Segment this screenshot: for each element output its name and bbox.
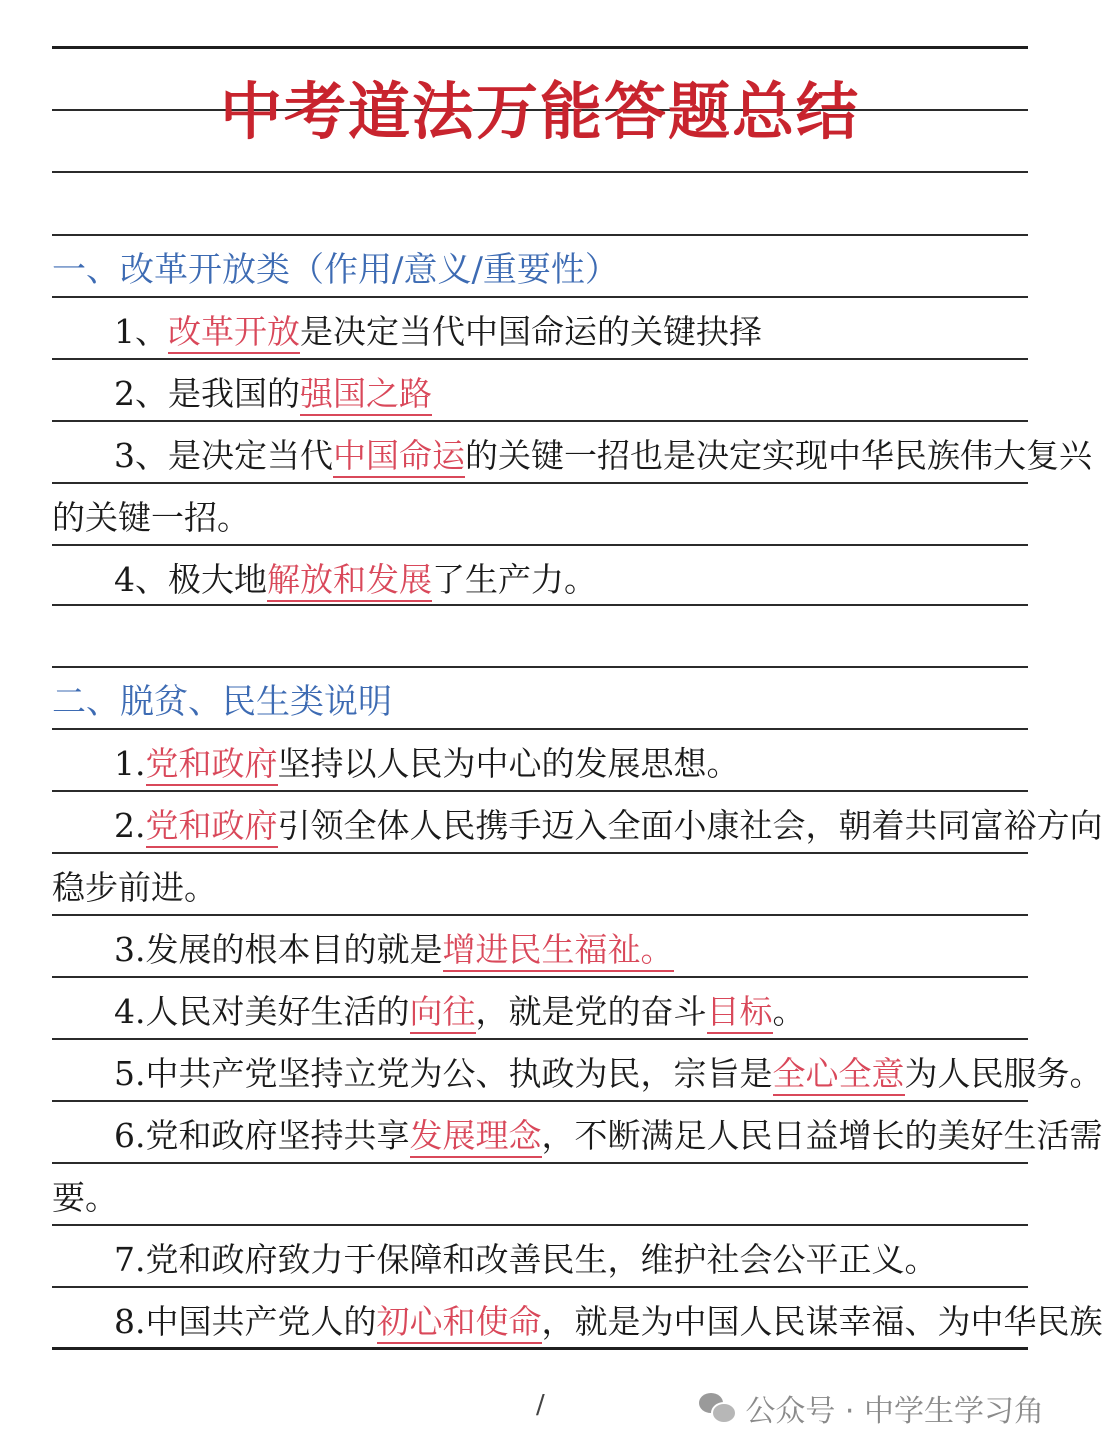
list-item <box>52 1240 1028 1280</box>
ruled-line <box>52 914 1028 916</box>
highlight-text: 党和政府 <box>146 744 278 786</box>
wechat-icon <box>699 1393 735 1423</box>
ruled-line <box>52 1286 1028 1288</box>
list-item <box>52 744 1028 784</box>
item-text: 5.中共产党坚持立党为公、执政为民，宗旨是 <box>114 1054 773 1093</box>
item-text: 2、是我国的 <box>114 374 300 413</box>
list-item <box>52 806 1103 846</box>
source-watermark <box>699 1388 1044 1428</box>
highlight-text: 全心全意 <box>773 1054 905 1096</box>
list-item <box>52 1116 1103 1156</box>
highlight-text: 解放和发展 <box>267 560 432 602</box>
item-text: 的关键一招也是决定实现中华民族伟大复兴 <box>465 436 1092 475</box>
list-item <box>52 930 1028 970</box>
ruled-line <box>52 666 1028 668</box>
highlight-text: 目标 <box>707 992 773 1034</box>
item-text: 为人民服务。 <box>904 1054 1103 1093</box>
ruled-line <box>52 420 1028 422</box>
item-text: 2. <box>114 806 146 845</box>
item-text: 了生产力。 <box>432 560 597 599</box>
item-text: 3.发展的根本目的就是 <box>114 930 443 969</box>
item-text: 3、是决定当代 <box>114 436 333 475</box>
list-item-continuation: 要。 <box>52 1178 118 1217</box>
list-item <box>52 1302 1103 1342</box>
ruled-line <box>52 604 1028 606</box>
ruled-line <box>52 1224 1028 1226</box>
page-title: 中考道法万能答题总结 <box>219 75 860 148</box>
item-text: 7.党和政府致力于保障和改善民生，维护社会公平正义。 <box>114 1240 938 1279</box>
ruled-line <box>52 544 1028 546</box>
ruled-line <box>52 482 1028 484</box>
ruled-line <box>52 234 1028 236</box>
highlight-text: 中国命运 <box>333 436 465 478</box>
ruled-line <box>52 358 1028 360</box>
highlight-text: 向往 <box>410 992 476 1034</box>
ruled-line <box>52 296 1028 298</box>
item-text: 引领全体人民携手迈入全面小康社会，朝着共同富裕方向 <box>277 806 1103 845</box>
list-item <box>52 312 1028 352</box>
section-heading-reform: 一、改革开放类（作用/意义/重要性） <box>52 250 619 290</box>
bottom-rule <box>52 1347 1028 1350</box>
highlight-text: 发展理念 <box>410 1116 542 1158</box>
list-item <box>52 436 1092 476</box>
item-text: 4、极大地 <box>114 560 267 599</box>
page-mark: / <box>536 1390 545 1420</box>
section-heading-livelihood: 二、脱贫、民生类说明 <box>52 682 392 722</box>
ruled-line <box>52 1038 1028 1040</box>
list-item-continuation: 稳步前进。 <box>52 868 217 907</box>
item-text: ，就是党的奋斗 <box>475 992 707 1031</box>
item-text: ，就是为中国人民谋幸福、为中华民族 <box>541 1302 1103 1341</box>
item-text: 8.中国共产党人的 <box>114 1302 377 1341</box>
item-text: 1. <box>114 744 146 783</box>
item-text: 6.党和政府坚持共享 <box>114 1116 410 1155</box>
ruled-line <box>52 976 1028 978</box>
highlight-text: 初心和使命 <box>377 1302 542 1344</box>
list-item <box>52 560 1028 600</box>
top-rule <box>52 46 1028 49</box>
highlight-text: 党和政府 <box>146 806 278 848</box>
ruled-line <box>52 1162 1028 1164</box>
ruled-line <box>52 790 1028 792</box>
list-item-continuation: 的关键一招。 <box>52 498 250 537</box>
ruled-line <box>52 171 1028 173</box>
list-item <box>52 1054 1103 1094</box>
highlight-text: 强国之路 <box>300 374 432 416</box>
ruled-line <box>52 728 1028 730</box>
list-item <box>52 374 1028 414</box>
item-text: 是决定当代中国命运的关键抉择 <box>300 312 762 351</box>
ruled-line <box>52 852 1028 854</box>
item-text: 4.人民对美好生活的 <box>114 992 410 1031</box>
list-item <box>52 992 1028 1032</box>
item-text: ，不断满足人民日益增长的美好生活需 <box>541 1116 1103 1155</box>
item-text: 坚持以人民为中心的发展思想。 <box>277 744 740 783</box>
item-text: 。 <box>772 992 806 1031</box>
highlight-text: 改革开放 <box>168 312 300 354</box>
ruled-line <box>52 1100 1028 1102</box>
item-text: 1、 <box>114 312 168 351</box>
highlight-text: 增进民生福祉。 <box>443 930 674 972</box>
source-label: 公众号 · 中学生学习角 <box>745 1394 1044 1429</box>
